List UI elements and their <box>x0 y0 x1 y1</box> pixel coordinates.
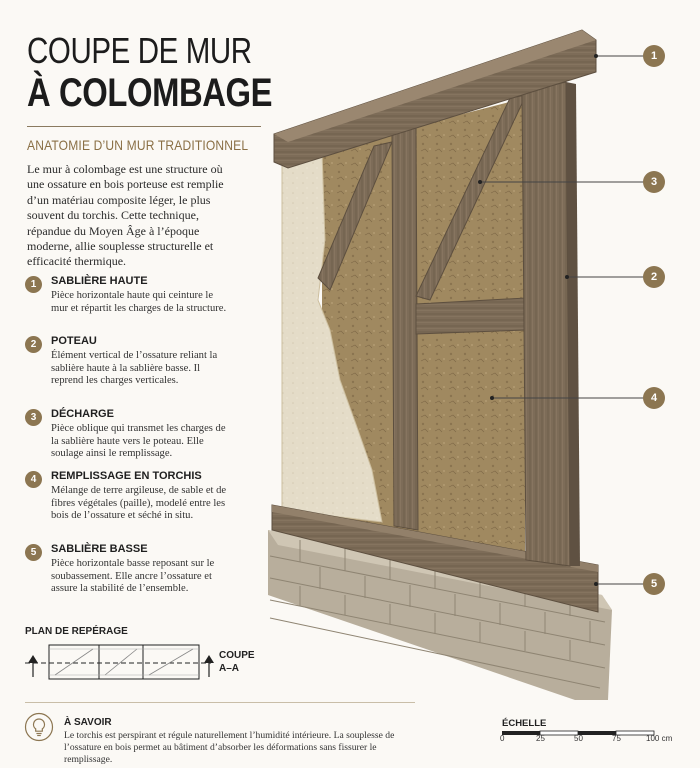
definition-number-badge: 4 <box>25 471 42 488</box>
callout-badge: 3 <box>643 171 665 193</box>
scale-label: 50 <box>574 734 583 743</box>
callout-badge: 4 <box>643 387 665 409</box>
definition-number-badge: 3 <box>25 409 42 426</box>
definition-description: Mélange de terre argileuse, de sable et de fibres végétales (paille), modelé entre les bois de l’ossature et séché in situ. <box>51 485 227 522</box>
section-label-line-2: A–A <box>219 663 240 674</box>
callout-badge: 5 <box>643 573 665 595</box>
definition-term: REMPLISSAGE EN TORCHIS <box>51 470 202 482</box>
definition-term: DÉCHARGE <box>51 408 114 420</box>
poteau-central <box>392 126 418 530</box>
definition-number-badge: 1 <box>25 276 42 293</box>
definition-term: SABLIÈRE HAUTE <box>51 275 148 287</box>
scale-label: 0 <box>500 734 505 743</box>
poteau-droit <box>522 82 570 566</box>
scale-title: ÉCHELLE <box>502 718 547 729</box>
intro-paragraph: Le mur à colombage est une structure où une ossature en bois porteuse est remplie d’un matériau composite léger, le plus souvent du torchis. Cette technique, répandue du Moyen Âge à l’époque moderne, allie souplesse structurelle et efficacité thermique. <box>27 162 224 269</box>
subtitle: ANATOMIE D’UN MUR TRADITIONNEL <box>27 137 249 153</box>
definition-description: Pièce horizontale basse reposant sur le soubassement. Elle ancre l’ossature et assure la stabilité de l’ensemble. <box>51 558 215 595</box>
definition-description: Pièce oblique qui transmet les charges de la sablière haute vers le poteau. Elle soulage ainsi le remplissage. <box>51 423 226 460</box>
definition-term: SABLIÈRE BASSE <box>51 543 148 555</box>
title-line-2: À COLOMBAGE <box>27 71 273 115</box>
plan-title: PLAN DE REPÉRAGE <box>25 626 128 637</box>
definition-description: Élément vertical de l’ossature reliant la sablière haute à la sablière basse. Il reprend les charges verticales. <box>51 350 218 387</box>
scale-label: 25 <box>536 734 545 743</box>
section-label-line-1: COUPE <box>219 650 255 661</box>
savoir-title: À SAVOIR <box>64 717 112 728</box>
definition-description: Pièce horizontale haute qui ceinture le mur et répartit les charges de la structure. <box>51 290 227 314</box>
scale-label: 100 cm <box>646 734 673 743</box>
definition-term: POTEAU <box>51 335 97 347</box>
callout-badge: 1 <box>643 45 665 67</box>
callout-badge: 2 <box>643 266 665 288</box>
savoir-text: Le torchis est perspirant et régule naturellement l’humidité intérieure. La souplesse de l’ossature en bois permet au bâtiment d’absorber les déformations sans fissurer le remplissage. <box>64 730 395 765</box>
scale-label: 75 <box>612 734 621 743</box>
entretoise <box>416 298 526 334</box>
definition-number-badge: 5 <box>25 544 42 561</box>
definition-number-badge: 2 <box>25 336 42 353</box>
title-line-1: COUPE DE MUR <box>27 30 252 71</box>
